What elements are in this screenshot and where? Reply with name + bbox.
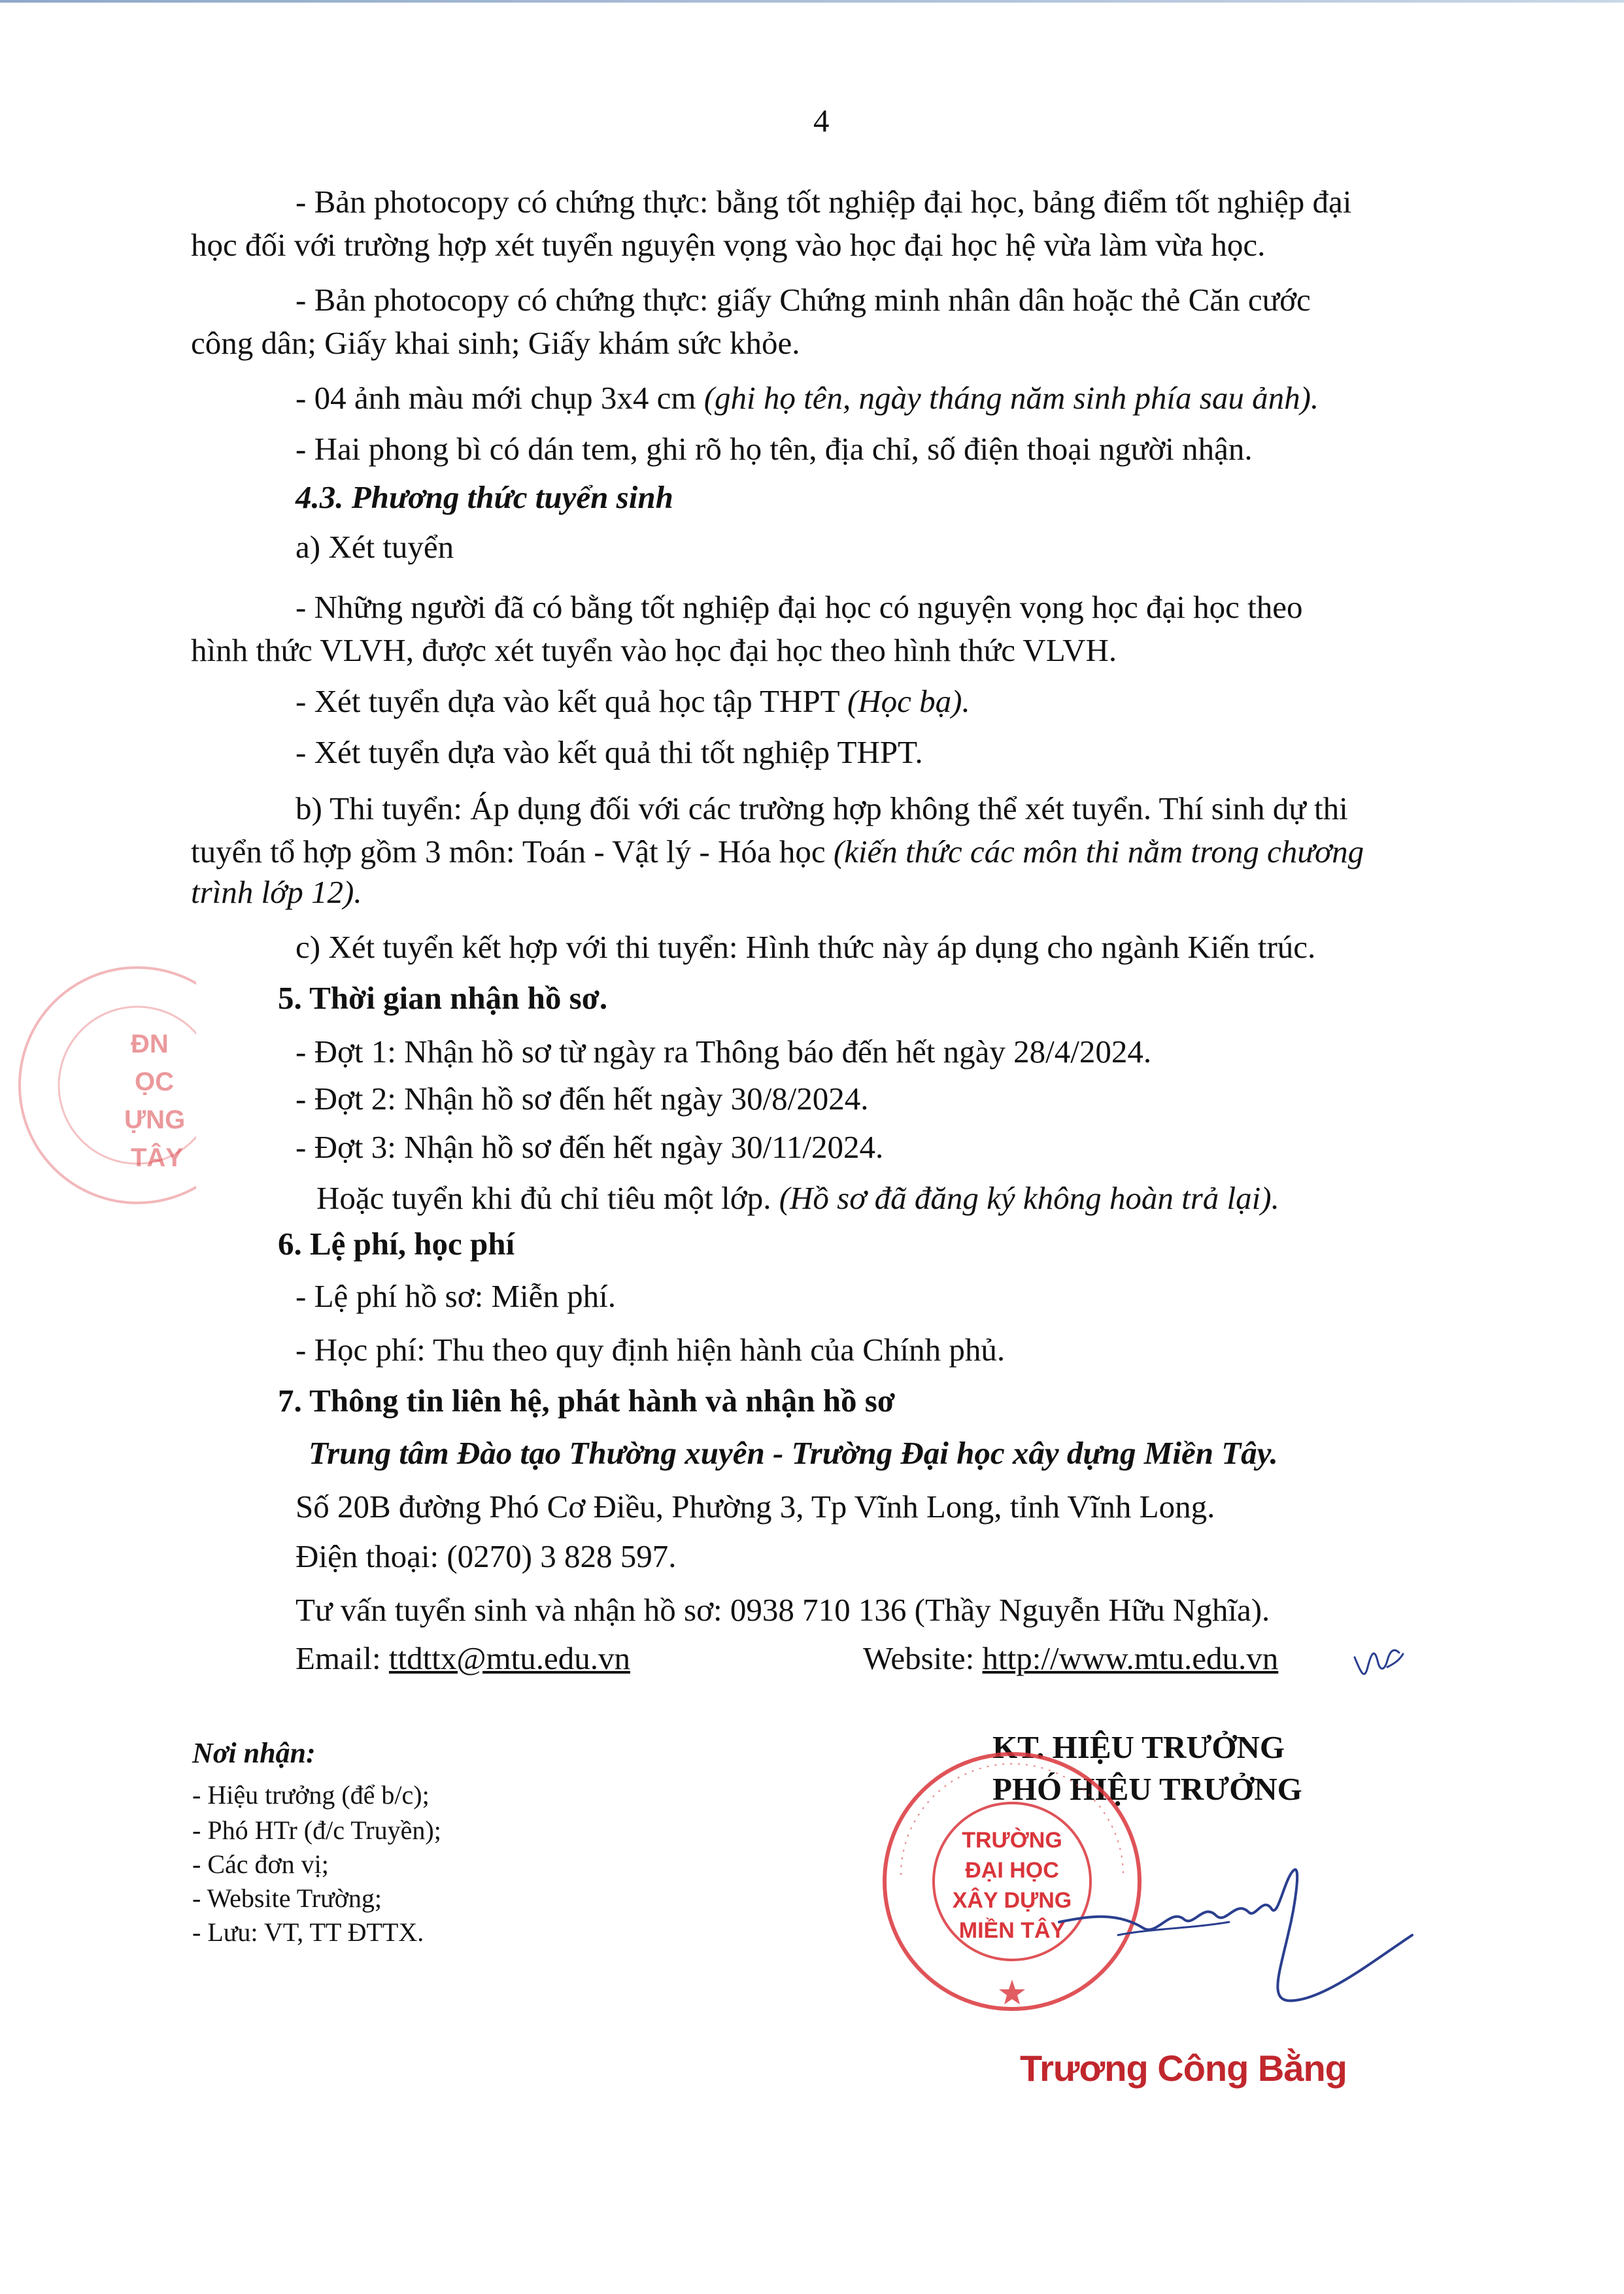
signature-title-line1: KT. HIỆU TRƯỞNG: [992, 1729, 1285, 1765]
signature-title-line2: PHÓ HIỆU TRƯỞNG: [992, 1771, 1302, 1807]
handwritten-signature: [1020, 1830, 1438, 2027]
doc-item-id-line1: - Bản photocopy có chứng thực: giấy Chứng minh nhân dân hoặc thẻ Căn cước: [296, 282, 1311, 318]
seal-line: XÂY DỰNG: [952, 1888, 1072, 1913]
doc-item-envelope: - Hai phong bì có dán tem, ghi rõ họ tên, địa chỉ, số điện thoại người nhận.: [296, 431, 1253, 467]
fees-tuition: - Học phí: Thu theo quy định hiện hành của Chính phủ.: [296, 1332, 1006, 1368]
method-a-item2-text: - Xét tuyển dựa vào kết quả học tập THPT: [296, 683, 847, 719]
margin-stamp-line: ỌC: [135, 1068, 174, 1096]
doc-item-id-line2: công dân; Giấy khai sinh; Giấy khám sức khỏe.: [191, 325, 800, 361]
doc-item-diploma-line2: học đối với trường hợp xét tuyển nguyện vọng vào học đại học hệ vừa làm vừa học.: [191, 227, 1266, 263]
recipient-item: - Các đơn vị;: [192, 1849, 329, 1879]
method-b-line1: b) Thi tuyển: Áp dụng đối với các trường hợp không thể xét tuyển. Thí sinh dự thi: [296, 790, 1348, 826]
time-round-3: - Đợt 3: Nhận hồ sơ đến hết ngày 30/11/2024.: [296, 1129, 884, 1165]
method-b-line2: [191, 835, 1364, 868]
contact-email-label: Email:: [296, 1640, 389, 1676]
section-method-heading: 4.3. Phương thức tuyển sinh: [296, 479, 673, 515]
contact-email-link[interactable]: ttdttx@mtu.edu.vn: [388, 1640, 630, 1676]
method-b-line3: trình lớp 12).: [191, 874, 362, 910]
recipient-item: - Phó HTr (đ/c Truyền);: [192, 1815, 441, 1845]
doc-item-photo-note: (ghi họ tên, ngày tháng năm sinh phía sau ảnh).: [703, 380, 1319, 416]
doc-item-photo: [296, 382, 1319, 414]
scan-edge-rule: [0, 0, 1624, 3]
contact-website-link[interactable]: http://www.mtu.edu.vn: [982, 1640, 1279, 1676]
contact-advisor: Tư vấn tuyển sinh và nhận hồ sơ: 0938 710 136 (Thầy Nguyễn Hữu Nghĩa).: [296, 1592, 1270, 1628]
section-time-heading: 5. Thời gian nhận hồ sơ.: [278, 980, 608, 1016]
method-a-label: a) Xét tuyển: [296, 529, 454, 565]
doc-item-photo-text: - 04 ảnh màu mới chụp 3x4 cm: [296, 380, 704, 416]
method-a-item1-line1: - Những người đã có bằng tốt nghiệp đại học có nguyện vọng học đại học theo: [296, 589, 1303, 625]
method-b-line2-text: tuyển tổ hợp gồm 3 môn: Toán - Vật lý - Hóa học: [191, 834, 834, 869]
time-or-note: (Hồ sơ đã đăng ký không hoàn trả lại).: [779, 1180, 1279, 1216]
margin-stamp-line: ỰNG: [124, 1105, 186, 1134]
margin-stamp-line: ĐN: [131, 1030, 169, 1058]
fees-application: - Lệ phí hồ sơ: Miễn phí.: [296, 1278, 616, 1314]
section-fees-heading: 6. Lệ phí, học phí: [278, 1226, 515, 1262]
contact-center: Trung tâm Đào tạo Thường xuyên - Trường Đại học xây dựng Miền Tây.: [309, 1435, 1278, 1471]
method-c: c) Xét tuyển kết hợp với thi tuyển: Hình thức này áp dụng cho ngành Kiến trúc.: [296, 929, 1316, 965]
method-a-item2-note: (Học bạ).: [847, 683, 970, 719]
page-number: 4: [813, 103, 830, 139]
seal-line: MIỀN TÂY: [958, 1918, 1066, 1943]
signer-name: Trương Công Bằng: [1020, 2048, 1347, 2089]
recipient-item: - Website Trường;: [192, 1883, 382, 1913]
doc-item-diploma-line1: - Bản photocopy có chứng thực: bằng tốt nghiệp đại học, bảng điểm tốt nghiệp đại: [296, 184, 1352, 220]
contact-website-line: [863, 1642, 1278, 1674]
method-b-line2-note: (kiến thức các môn thi nằm trong chương: [833, 834, 1364, 869]
time-round-1: - Đợt 1: Nhận hồ sơ từ ngày ra Thông báo đến hết ngày 28/4/2024.: [296, 1034, 1152, 1070]
seal-line: ĐẠI HỌC: [965, 1858, 1059, 1883]
seal-line: TRƯỜNG: [962, 1828, 1062, 1853]
contact-phone: Điện thoại: (0270) 3 828 597.: [296, 1538, 677, 1574]
contact-address: Số 20B đường Phó Cơ Điều, Phường 3, Tp Vĩnh Long, tỉnh Vĩnh Long.: [296, 1489, 1215, 1525]
time-or: [316, 1182, 1279, 1214]
time-round-2: - Đợt 2: Nhận hồ sơ đến hết ngày 30/8/2024.: [296, 1081, 869, 1117]
section-contact-heading: 7. Thông tin liên hệ, phát hành và nhận hồ sơ: [278, 1383, 895, 1419]
recipients-title: Nơi nhận:: [192, 1737, 316, 1769]
method-a-item1-line2: hình thức VLVH, được xét tuyển vào học đại học theo hình thức VLVH.: [191, 632, 1117, 668]
margin-stamp-line: TÂY: [131, 1143, 183, 1172]
margin-partial-seal: [0, 941, 196, 1229]
initials-mark: [1348, 1634, 1407, 1687]
time-or-text: Hoặc tuyển khi đủ chỉ tiêu một lớp.: [316, 1180, 779, 1216]
recipient-item: - Hiệu trưởng (để b/c);: [192, 1780, 430, 1810]
contact-website-label: Website:: [863, 1640, 983, 1676]
recipient-item: - Lưu: VT, TT ĐTTX.: [192, 1917, 424, 1947]
method-a-item3: - Xét tuyển dựa vào kết quả thi tốt nghiệp THPT.: [296, 734, 923, 770]
contact-email-line: [296, 1642, 630, 1674]
method-a-item2: [296, 685, 970, 717]
